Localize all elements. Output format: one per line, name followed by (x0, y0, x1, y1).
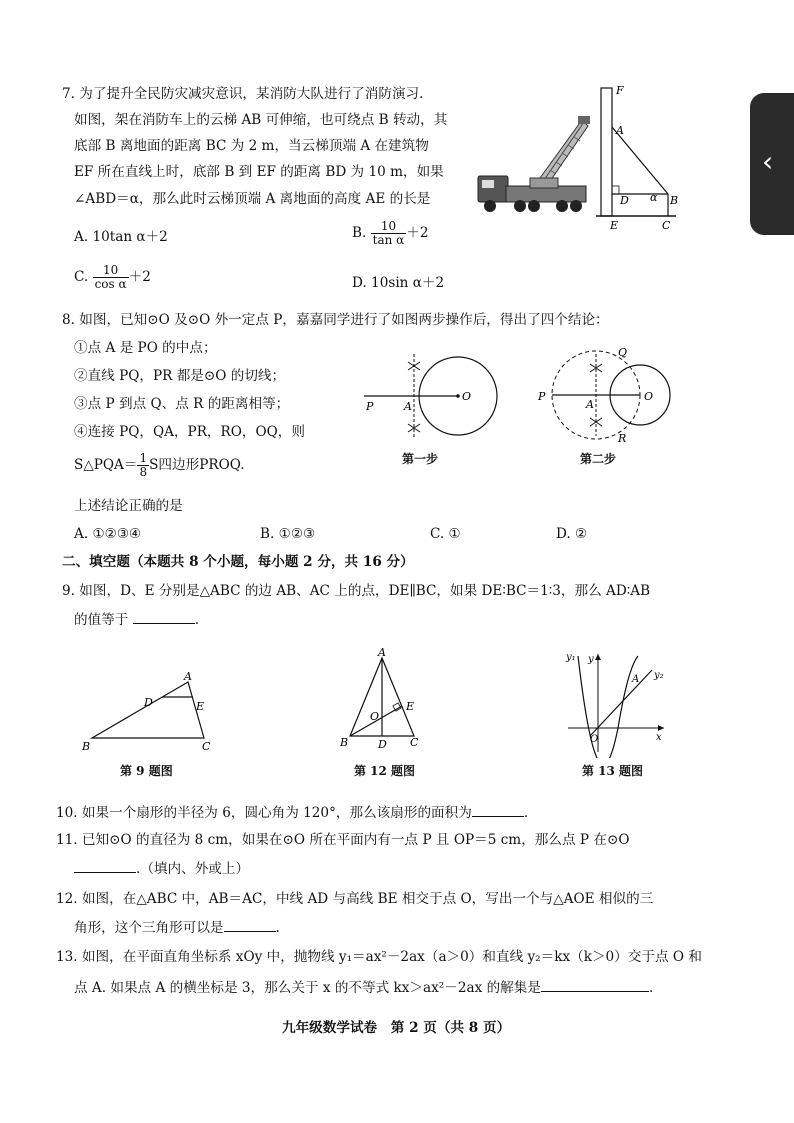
q11-answer-blank[interactable] (74, 860, 136, 873)
fig9-triangle (78, 668, 228, 758)
label-B: B (670, 194, 679, 207)
label-P: P (538, 390, 546, 403)
q12-answer-blank[interactable] (224, 919, 276, 932)
side-collapse-tab[interactable] (750, 93, 794, 235)
label-R: R (618, 432, 627, 444)
label-D: D (620, 194, 629, 207)
fig13-caption: 第 13 题图 (582, 764, 644, 778)
label-y: y (588, 654, 594, 665)
label-F: F (616, 84, 624, 97)
label-A: A (632, 674, 640, 685)
fig9-caption: 第 9 题图 (120, 764, 173, 778)
q8-step2-figure (536, 344, 676, 444)
q8-conclusion-4: ④连接 PQ，QA，PR，RO，OQ，则 (74, 424, 305, 440)
page-footer: 九年级数学试卷 第 2 页（共 8 页） (282, 1020, 511, 1036)
q8-conclusion-2: ②直线 PQ，PR 都是⊙O 的切线； (74, 368, 286, 384)
q9-line2: 的值等于 . (74, 612, 200, 628)
label-E: E (610, 219, 619, 232)
label-D: D (378, 738, 387, 751)
label-A: A (184, 670, 192, 683)
label-y2: y₂ (654, 670, 664, 681)
q7-option-a: A. 10tan α＋2 (74, 229, 168, 245)
q7-geometry-figure (596, 82, 688, 232)
label-Q: Q (618, 346, 628, 359)
label-D: D (144, 696, 153, 709)
q8-option-b: B. ①②③ (260, 526, 316, 542)
q8-option-d: D. ② (556, 526, 588, 542)
q7-line1: 7. 为了提升全民防灾减灾意识，某消防大队进行了消防演习. (62, 86, 424, 102)
q13-line1: 13. 如图，在平面直角坐标系 xOy 中，抛物线 y₁＝ax²－2ax（a＞0）和直线 y₂＝kx（k＞0）交于点 O 和 (56, 949, 702, 965)
q7-option-c: C. $\frac{10}{\text{cos α}}$ ＋2 (74, 263, 151, 292)
q8-step1-caption: 第一步 (402, 452, 439, 466)
label-x: x (656, 732, 662, 743)
q11-line1: 11. 已知⊙O 的直径为 8 cm，如果在⊙O 所在平面内有一点 P 且 OP＝5 cm，那么点 P 在⊙O (56, 832, 630, 848)
label-C: C (410, 736, 419, 749)
q8-conclusion-1: ①点 A 是 PO 的中点； (74, 340, 217, 356)
q7-line2: 如图，架在消防车上的云梯 AB 可伸缩，也可绕点 B 转动，其 (74, 112, 448, 128)
label-C: C (202, 740, 211, 753)
label-P: P (366, 400, 374, 413)
q8-conclusion-3: ③点 P 到点 Q、点 R 的距离相等； (74, 396, 290, 412)
label-A: A (378, 646, 386, 659)
label-A: A (586, 398, 594, 411)
q8-option-a: A. ①②③④ (74, 526, 142, 542)
q9-line1: 9. 如图，D、E 分别是△ABC 的边 AB、AC 上的点，DE∥BC，如果 DE∶BC＝1∶3，那么 AD∶AB (62, 583, 651, 599)
q10-line: 10. 如果一个扇形的半径为 6，圆心角为 120°，那么该扇形的面积为 . (56, 805, 529, 821)
q13-line2: 点 A. 如果点 A 的横坐标是 3，那么关于 x 的不等式 kx＞ax²－2ax 的解集是 . (74, 980, 654, 996)
label-O: O (644, 390, 654, 403)
section-2-heading: 二、填空题（本题共 8 个小题，每小题 2 分，共 16 分） (62, 554, 414, 570)
q8-question: 上述结论正确的是 (74, 498, 183, 514)
q7-option-b: B. $\frac{10}{\text{tan α}}$ ＋2 (352, 219, 429, 248)
q7-line4: EF 所在直线上时，底部 B 到 EF 的距离 BD 为 10 m，如果 (74, 164, 444, 180)
q7-line3: 底部 B 离地面的距离 BC 为 2 m，当云梯顶端 A 在建筑物 (74, 138, 429, 154)
q12-line1: 12. 如图，在△ABC 中，AB＝AC，中线 AD 与高线 BE 相交于点 O，写出一个与△AOE 相似的三 (56, 891, 654, 907)
label-E: E (196, 700, 205, 713)
label-O: O (590, 734, 599, 745)
q8-line1: 8. 如图，已知⊙O 及⊙O 外一定点 P，嘉嘉同学进行了如图两步操作后，得出了四个结论： (62, 312, 609, 328)
fire-truck-illustration (470, 108, 592, 214)
q8-option-c: C. ① (430, 526, 461, 542)
q7-option-d: D. 10sin α＋2 (352, 275, 445, 291)
q8-step1-figure (360, 348, 505, 443)
label-O: O (462, 390, 472, 403)
q12-line2: 角形，这个三角形可以是 . (74, 920, 280, 936)
label-C: C (662, 219, 671, 232)
label-O: O (370, 710, 380, 723)
q9-answer-blank[interactable] (133, 611, 195, 624)
label-A: A (616, 124, 624, 137)
label-B: B (340, 736, 349, 749)
fig12-caption: 第 12 题图 (354, 764, 416, 778)
q7-line5: ∠ABD＝α，那么此时云梯顶端 A 离地面的高度 AE 的长是 (74, 191, 431, 207)
q11-line2: .（填内、外或上） (74, 860, 249, 877)
q13-answer-blank[interactable] (541, 979, 649, 992)
label-B: B (82, 740, 91, 753)
q8-step2-caption: 第二步 (580, 452, 617, 466)
label-alpha: α (650, 191, 658, 204)
label-E: E (406, 700, 415, 713)
label-A: A (404, 400, 412, 413)
fig12-triangle (338, 644, 428, 754)
q8-formula: S△PQA＝ $\frac{1}{8}$ S四边形PROQ. (74, 451, 245, 480)
fig13-coordinate-plot (560, 648, 670, 758)
label-y1: y₁ (566, 652, 576, 663)
chevron-left-icon: ‹ (762, 145, 774, 178)
q10-answer-blank[interactable] (472, 804, 524, 817)
